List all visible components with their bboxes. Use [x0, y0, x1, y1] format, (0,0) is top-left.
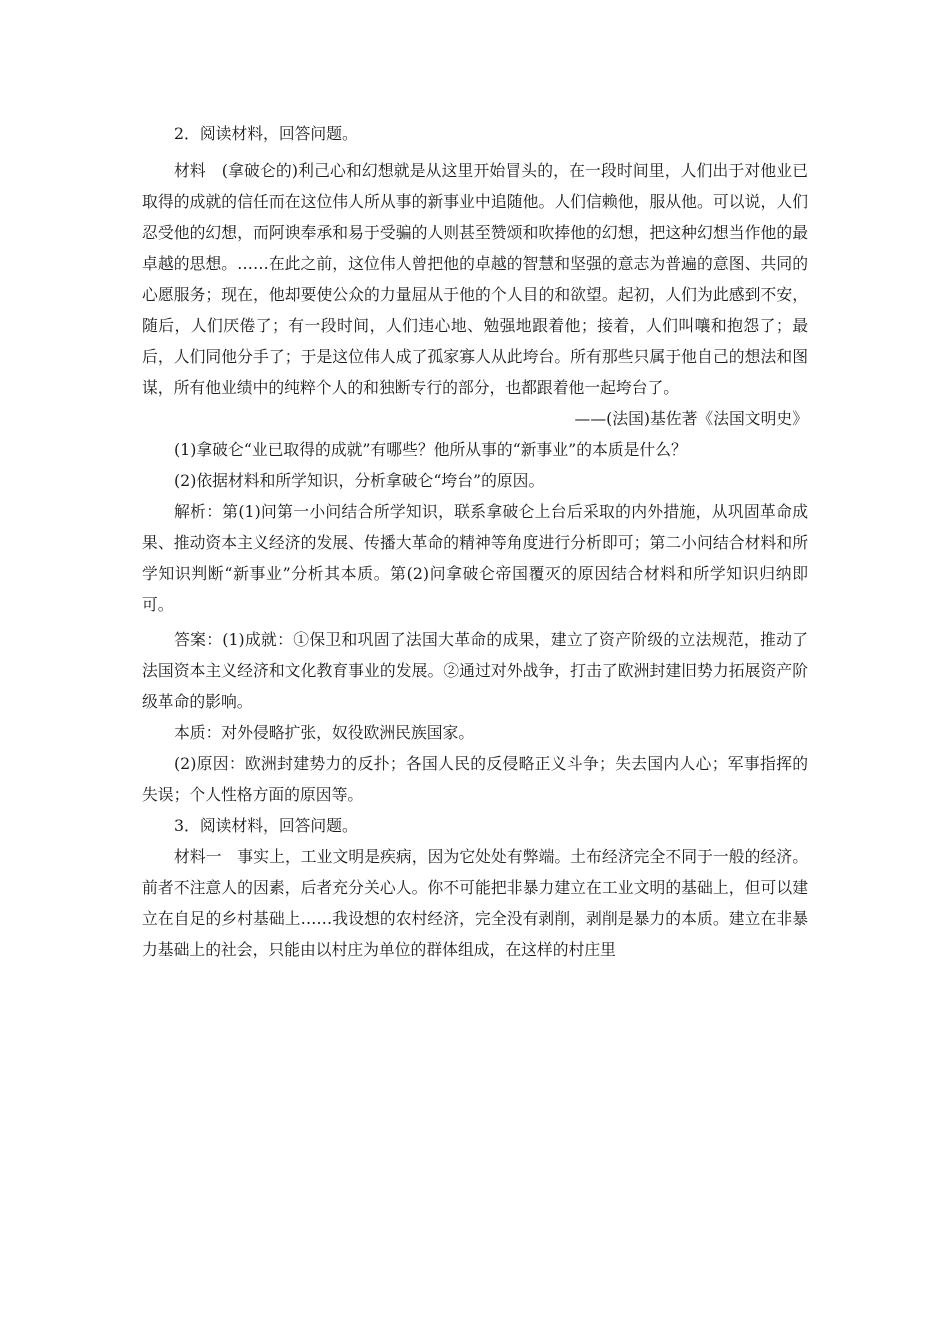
analysis-paragraph: 解析：第(1)问第一小问结合所学知识，联系拿破仑上台后采取的内外措施，从巩固革命成果、推动资本主义经济的发展、传播大革命的精神等角度进行分析即可；第二小问结合材料和所学知识判断“新事业”分析其本质。第(2)问拿破仑帝国覆灭的原因结合材料和所学知识归纳即可。 — [142, 502, 808, 614]
sub-question-2: (2)依据材料和所学知识，分析拿破仑“垮台”的原因。 — [174, 471, 545, 490]
question-2-heading: 2．阅读材料，回答问题。 — [174, 124, 358, 143]
question-2-material: 材料 (拿破仑的)利己心和幻想就是从这里开始冒头的，在一段时间里，人们出于对他业已取得的成就的信任而在这位伟人所从事的新事业中追随他。人们信赖他，服从他。可以说，人们忍受他的幻想，而阿谀奉承和易于受骗的人则甚至赞颂和吹捧他的幻想，把这种幻想当作他的最卓越的思想。……在此之前，这位伟人曾把他的卓越的智慧和坚强的意志为普遍的意图、共同的心愿服务；现在，他却要使公众的力量屈从于他的个人目的和欲望。起初，人们为此感到不安，随后，人们厌倦了；有一段时间，人们违心地、勉强地跟着他；接着，人们叫嚷和抱怨了；最后，人们同他分手了；于是这位伟人成了孤家寡人从此垮台。所有那些只属于他自己的想法和图谋，所有他业绩中的纯粹个人的和独断专行的部分，也都跟着他一起垮台了。 — [142, 161, 808, 397]
document-page — [142, 118, 808, 965]
question-3-heading: 3．阅读材料，回答问题。 — [174, 816, 358, 835]
answer-paragraph-1: 答案：(1)成就：①保卫和巩固了法国大革命的成果，建立了资产阶级的立法规范，推动了法国资本主义经济和文化教育事业的发展。②通过对外战争，打击了欧洲封建旧势力拓展资产阶级革命的影响。 — [142, 630, 808, 711]
essence-paragraph: 本质：对外侵略扩张，奴役欧洲民族国家。 — [174, 723, 475, 742]
material-source: ——(法国)基佐著《法国文明史》 — [574, 409, 808, 428]
question-3-material-1: 材料一 事实上，工业文明是疾病，因为它处处有弊端。土布经济完全不同于一般的经济。前者不注意人的因素，后者充分关心人。你不可能把非暴力建立在工业文明的基础上，但可以建立在自足的乡村基础上……我设想的农村经济，完全没有剥削，剥削是暴力的本质。建立在非暴力基础上的社会，只能由以村庄为单位的群体组成，在这样的村庄里 — [142, 847, 808, 959]
answer-paragraph-2: (2)原因：欧洲封建势力的反扑；各国人民的反侵略正义斗争；失去国内人心；军事指挥的失误；个人性格方面的原因等。 — [142, 754, 808, 804]
sub-question-1: (1)拿破仑“业已取得的成就”有哪些？他所从事的“新事业”的本质是什么？ — [174, 440, 687, 459]
